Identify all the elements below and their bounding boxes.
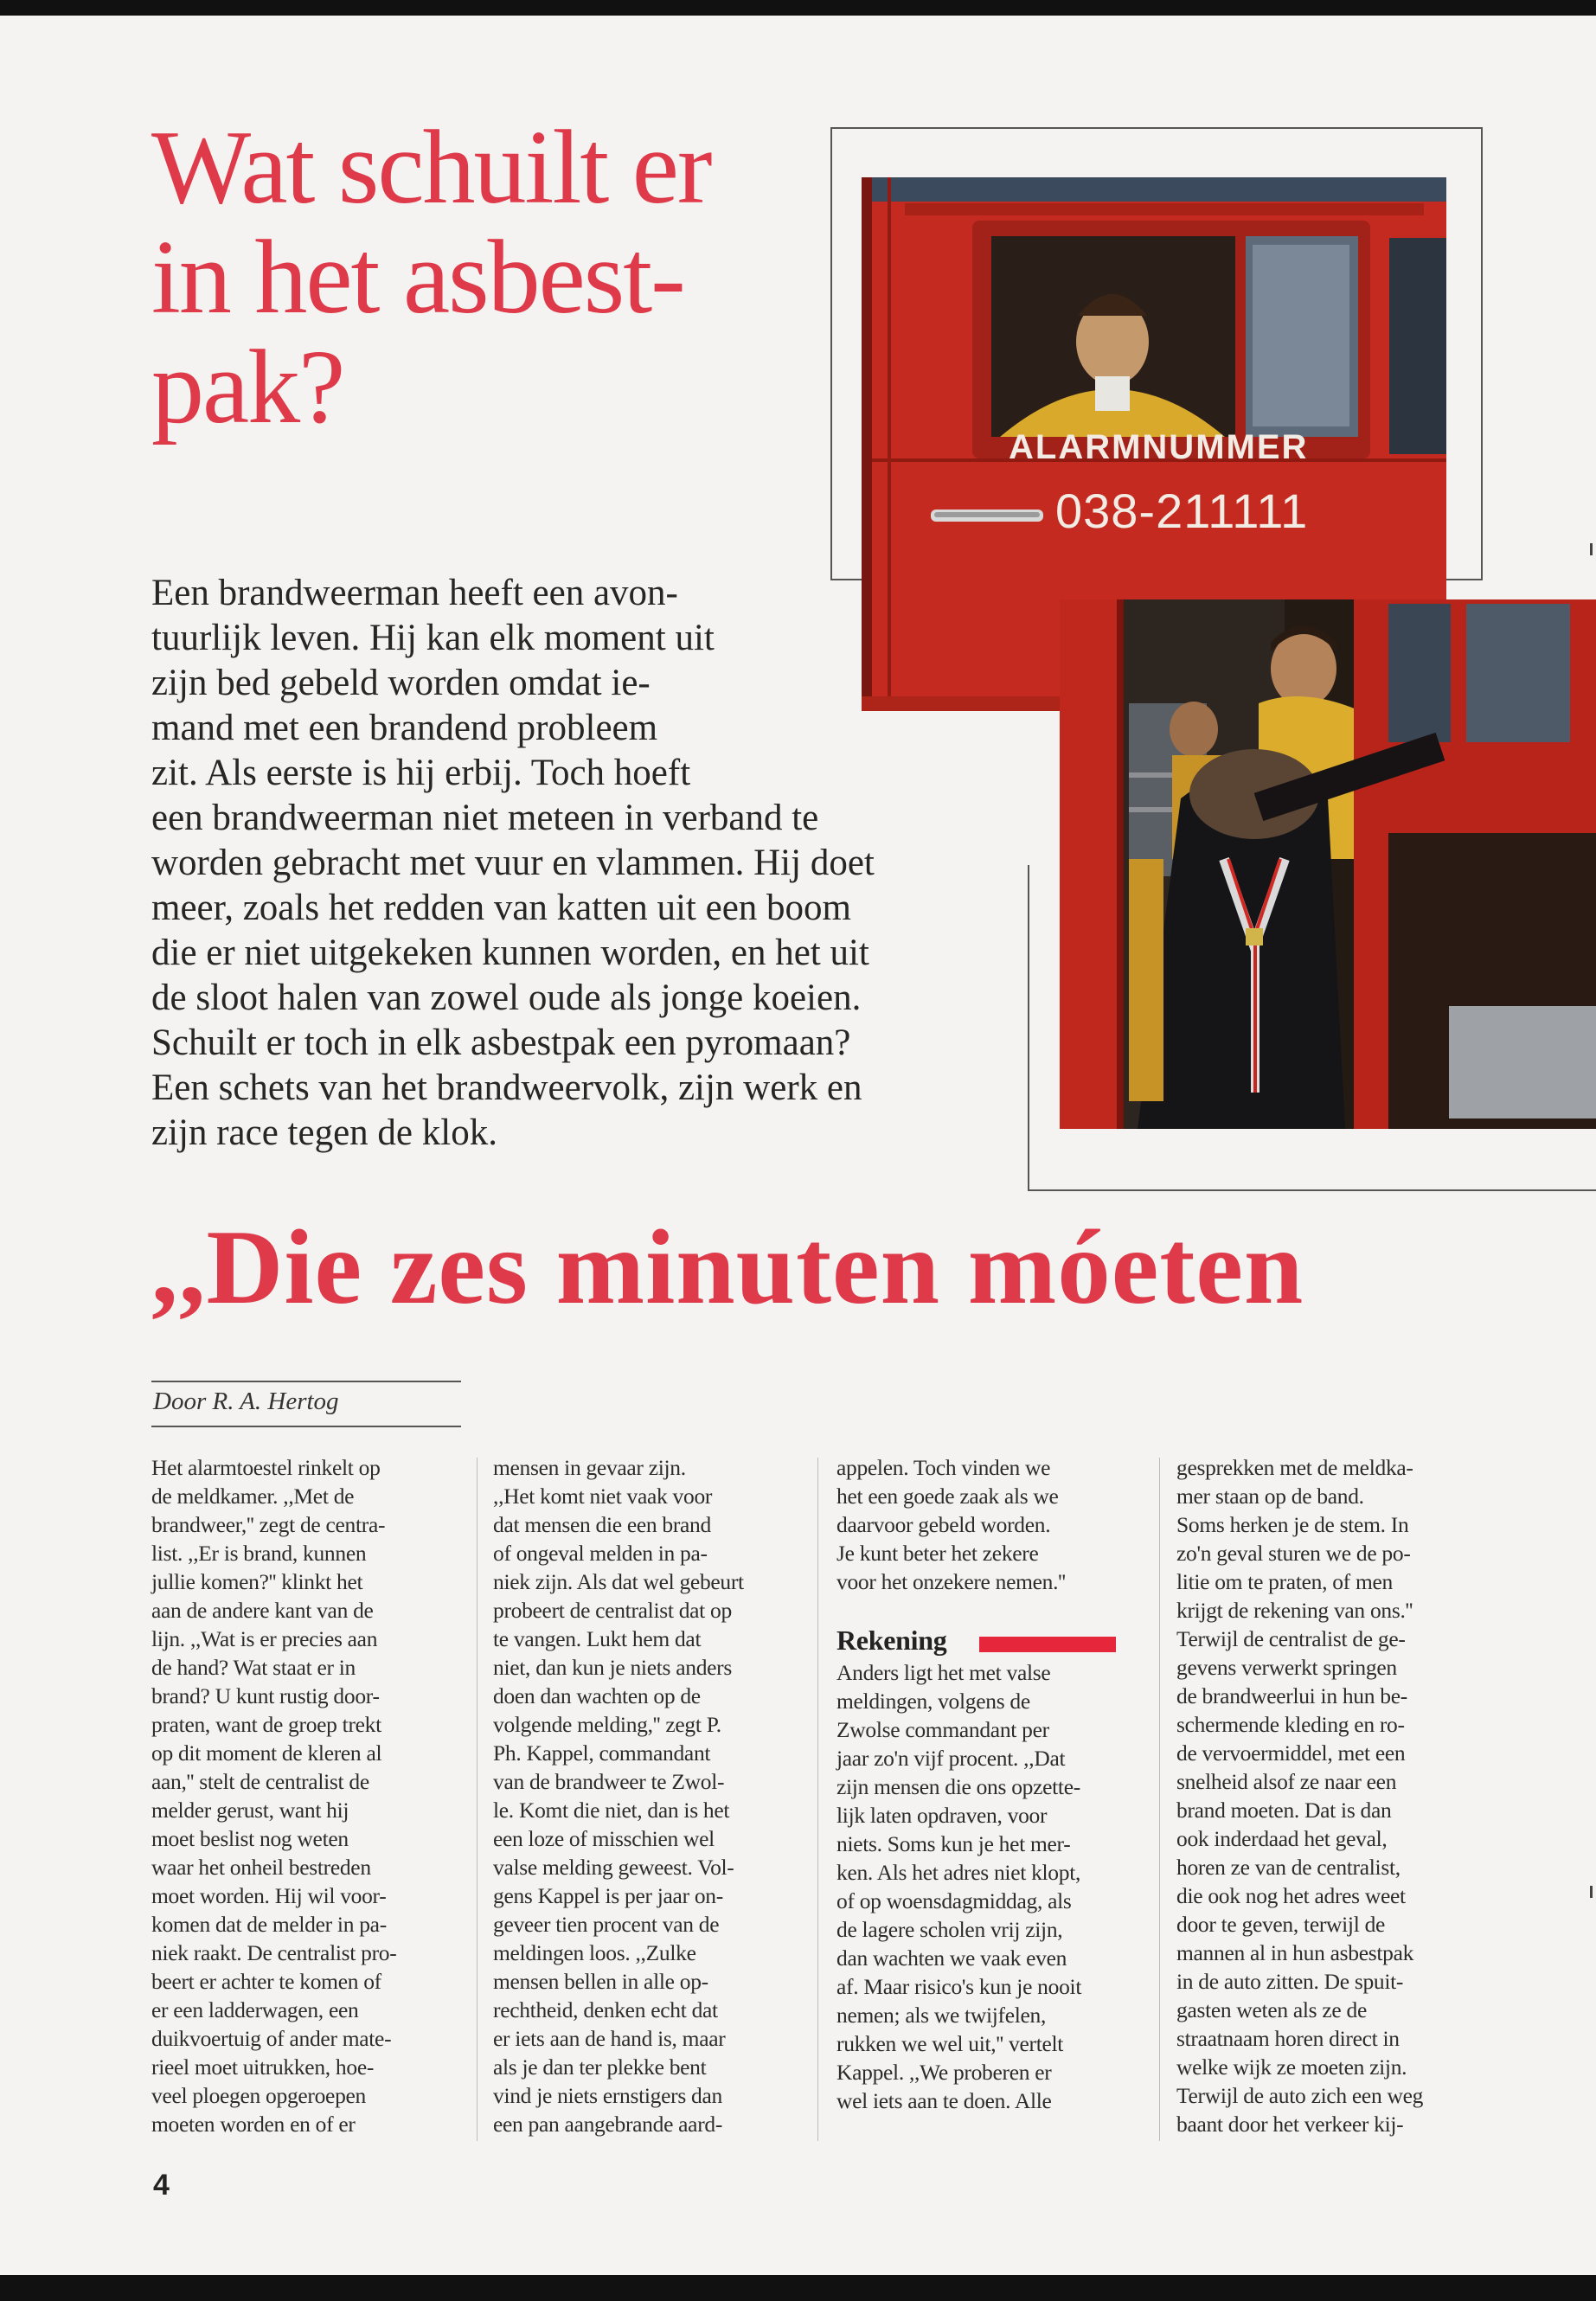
column-line: krijgt de rekening van ons.'' xyxy=(1176,1598,1413,1623)
column-line: niek zijn. Als dat wel gebeurt xyxy=(493,1569,744,1594)
column-line: Het alarmtoestel rinkelt op xyxy=(151,1455,381,1480)
column-line: op dit moment de kleren al xyxy=(151,1740,382,1766)
intro-line: Schuilt er toch in elk asbestpak een pyromaan? xyxy=(151,1022,851,1063)
truck-number-text: 038-211111 xyxy=(1055,484,1309,538)
column-line: moeten worden en of er xyxy=(151,2112,356,2137)
headline xyxy=(151,109,843,445)
column-line: wel iets aan te doen. Alle xyxy=(836,2088,1052,2113)
column-line: brand? U kunt rustig door- xyxy=(151,1683,380,1708)
column-line: aan de andere kant van de xyxy=(151,1598,374,1623)
column-line: schermende kleding en ro- xyxy=(1176,1712,1405,1737)
intro-line: zijn bed gebeld worden omdat ie- xyxy=(151,663,651,703)
column-line: le. Komt die niet, dan is het xyxy=(493,1798,730,1823)
column-line: mer staan op de band. xyxy=(1176,1484,1364,1509)
intro-line: zit. Als eerste is hij erbij. Toch hoeft xyxy=(151,753,691,793)
column-line: er een ladderwagen, een xyxy=(151,1997,359,2022)
column-line: de meldkamer. ,,Met de xyxy=(151,1484,355,1509)
byline-rule-top xyxy=(151,1381,461,1382)
column-line: brandweer,'' zegt de centra- xyxy=(151,1512,386,1537)
column-line: geveer tien procent van de xyxy=(493,1912,720,1937)
column-line: Soms herken je de stem. In xyxy=(1176,1512,1409,1537)
column-line: niet, dan kun je niets anders xyxy=(493,1655,732,1680)
column-line: het een goede zaak als we xyxy=(836,1484,1059,1509)
column-line: mensen bellen in alle op- xyxy=(493,1969,708,1994)
intro-line: mand met een brandend probleem xyxy=(151,708,658,748)
column-line: daarvoor gebeld worden. xyxy=(836,1512,1051,1537)
headline-line: pak? xyxy=(151,329,344,445)
column-line: dan wachten we vaak even xyxy=(836,1945,1067,1971)
column-line: beert er achter te komen of xyxy=(151,1969,381,1994)
registration-mark xyxy=(1590,1886,1593,1898)
top-scan-border xyxy=(0,0,1596,16)
column-line: brand moeten. Dat is dan xyxy=(1176,1798,1392,1823)
column-line: lijn. ,,Wat is er precies aan xyxy=(151,1626,378,1651)
column-line: in de auto zitten. De spuit- xyxy=(1176,1969,1404,1994)
intro-line: tuurlijk leven. Hij kan elk moment uit xyxy=(151,618,715,658)
column-line: Terwijl de auto zich een weg xyxy=(1176,2083,1424,2108)
headline-line: Wat schuilt er xyxy=(151,109,711,226)
intro-line: worden gebracht met vuur en vlammen. Hij doet xyxy=(151,843,875,883)
column-line: rieel moet uitrukken, hoe- xyxy=(151,2054,375,2080)
column-line: af. Maar risico's kun je nooit xyxy=(836,1974,1082,1999)
column-line: te vangen. Lukt hem dat xyxy=(493,1626,702,1651)
column-line: appelen. Toch vinden we xyxy=(836,1455,1051,1480)
column-line: meldingen, volgens de xyxy=(836,1689,1030,1714)
column-line: gevens verwerkt springen xyxy=(1176,1655,1397,1680)
column-line: moet worden. Hij wil voor- xyxy=(151,1883,387,1908)
column-line: horen ze van de centralist, xyxy=(1176,1855,1401,1880)
column-line: door te geven, terwijl de xyxy=(1176,1912,1386,1937)
article-column-3 xyxy=(836,1453,1158,2115)
column-line: waar het onheil bestreden xyxy=(151,1855,371,1880)
column-line: welke wijk ze moeten zijn. xyxy=(1176,2054,1407,2080)
column-line: van de brandweer te Zwol- xyxy=(493,1769,725,1794)
column-line: melder gerust, want hij xyxy=(151,1798,349,1823)
article-column-1 xyxy=(151,1453,473,2138)
subhead-block xyxy=(836,1626,1158,1655)
column-line: Zwolse commandant per xyxy=(836,1717,1049,1742)
subhead-accent-bar xyxy=(979,1637,1116,1652)
column-line: gasten weten als ze de xyxy=(1176,1997,1367,2022)
intro-paragraph xyxy=(151,571,1016,1156)
intro-line: een brandweerman niet meteen in verband te xyxy=(151,798,819,838)
column-line: niek raakt. De centralist pro- xyxy=(151,1940,397,1965)
column-line: Kappel. ,,We proberen er xyxy=(836,2060,1052,2085)
column-line: veel ploegen opgeroepen xyxy=(151,2083,366,2108)
column-line: aan,'' stelt de centralist de xyxy=(151,1769,369,1794)
column-line: duikvoertuig of ander mate- xyxy=(151,2026,392,2051)
column-line: een pan aangebrande aard- xyxy=(493,2112,723,2137)
column-line: litie om te praten, of men xyxy=(1176,1569,1393,1594)
column-line: die ook nog het adres weet xyxy=(1176,1883,1406,1908)
column-line: Je kunt beter het zekere xyxy=(836,1541,1039,1566)
column-line: baant door het verkeer kij- xyxy=(1176,2112,1404,2137)
column-line: ,,Het komt niet vaak voor xyxy=(493,1484,713,1509)
column-line: list. ,,Er is brand, kunnen xyxy=(151,1541,367,1566)
column-line: of op woensdagmiddag, als xyxy=(836,1888,1072,1913)
column-line: zo'n geval sturen we de po- xyxy=(1176,1541,1411,1566)
column-line: ook inderdaad het geval, xyxy=(1176,1826,1388,1851)
column-line: dat mensen die een brand xyxy=(493,1512,711,1537)
column-divider xyxy=(817,1458,818,2141)
subhead-rekening: Rekening xyxy=(836,1625,947,1656)
column-line: jullie komen?'' klinkt het xyxy=(151,1569,363,1594)
column-line: voor het onzekere nemen.'' xyxy=(836,1569,1066,1594)
headline-line: in het asbest- xyxy=(151,219,684,336)
column-line: volgende melding,'' zegt P. xyxy=(493,1712,721,1737)
column-line: rukken we wel uit,'' vertelt xyxy=(836,2031,1064,2056)
column-line: probeert de centralist dat op xyxy=(493,1598,732,1623)
column-line: een loze of misschien wel xyxy=(493,1826,715,1851)
article-headline: ,,Die zes minuten móeten xyxy=(151,1208,1304,1326)
intro-line: meer, zoals het redden van katten uit een boom xyxy=(151,888,852,928)
intro-line: die er niet uitgekeken kunnen worden, en het uit xyxy=(151,933,869,973)
column-line: of ongeval melden in pa- xyxy=(493,1541,708,1566)
column-line: nemen; als we twijfelen, xyxy=(836,2003,1047,2028)
column-line: praten, want de groep trekt xyxy=(151,1712,381,1737)
intro-line: Een brandweerman heeft een avon- xyxy=(151,573,678,613)
column-line: als je dan ter plekke bent xyxy=(493,2054,707,2080)
column-line: mensen in gevaar zijn. xyxy=(493,1455,686,1480)
intro-line: Een schets van het brandweervolk, zijn werk en xyxy=(151,1067,862,1108)
column-line: ken. Als het adres niet klopt, xyxy=(836,1860,1081,1885)
column-line: Ph. Kappel, commandant xyxy=(493,1740,711,1766)
column-line: straatnaam horen direct in xyxy=(1176,2026,1400,2051)
column-line: gens Kappel is per jaar on- xyxy=(493,1883,723,1908)
column-line: Anders ligt het met valse xyxy=(836,1660,1051,1685)
byline-rule-bottom xyxy=(151,1426,461,1427)
byline: Door R. A. Hertog xyxy=(153,1388,339,1415)
intro-line: de sloot halen van zowel oude als jonge koeien. xyxy=(151,977,862,1018)
truck-label-text: ALARMNUMMER xyxy=(1009,428,1309,466)
column-line: jaar zo'n vijf procent. ,,Dat xyxy=(836,1746,1066,1771)
column-line: komen dat de melder in pa- xyxy=(151,1912,387,1937)
column-line: niets. Soms kun je het mer- xyxy=(836,1831,1071,1856)
column-line: vind je niets ernstigers dan xyxy=(493,2083,722,2108)
column-line: de hand? Wat staat er in xyxy=(151,1655,356,1680)
column-line: meldingen loos. ,,Zulke xyxy=(493,1940,696,1965)
column-line: doen dan wachten op de xyxy=(493,1683,701,1708)
column-line: er iets aan de hand is, maar xyxy=(493,2026,726,2051)
page-number: 4 xyxy=(153,2169,170,2202)
column-divider xyxy=(1159,1458,1160,2141)
firefighters-photo xyxy=(1060,599,1596,1129)
bottom-scan-border xyxy=(0,2275,1596,2301)
column-line: lijk laten opdraven, voor xyxy=(836,1803,1048,1828)
column-line: moet beslist nog weten xyxy=(151,1826,349,1851)
article-column-2 xyxy=(493,1453,815,2138)
intro-line: zijn race tegen de klok. xyxy=(151,1112,497,1153)
column-line: rechtheid, denken echt dat xyxy=(493,1997,718,2022)
column-line: gesprekken met de meldka- xyxy=(1176,1455,1413,1480)
column-divider xyxy=(477,1458,478,2141)
column-line: zijn mensen die ons opzette- xyxy=(836,1774,1080,1799)
column-line: valse melding geweest. Vol- xyxy=(493,1855,734,1880)
registration-mark xyxy=(1590,543,1593,555)
column-line: de lagere scholen vrij zijn, xyxy=(836,1917,1063,1942)
column-line: mannen al in hun asbestpak xyxy=(1176,1940,1414,1965)
column-line: snelheid alsof ze naar een xyxy=(1176,1769,1397,1794)
column-line: de vervoermiddel, met een xyxy=(1176,1740,1406,1766)
column-line: de brandweerlui in hun be- xyxy=(1176,1683,1407,1708)
column-line: Terwijl de centralist de ge- xyxy=(1176,1626,1406,1651)
article-column-4 xyxy=(1176,1453,1498,2138)
